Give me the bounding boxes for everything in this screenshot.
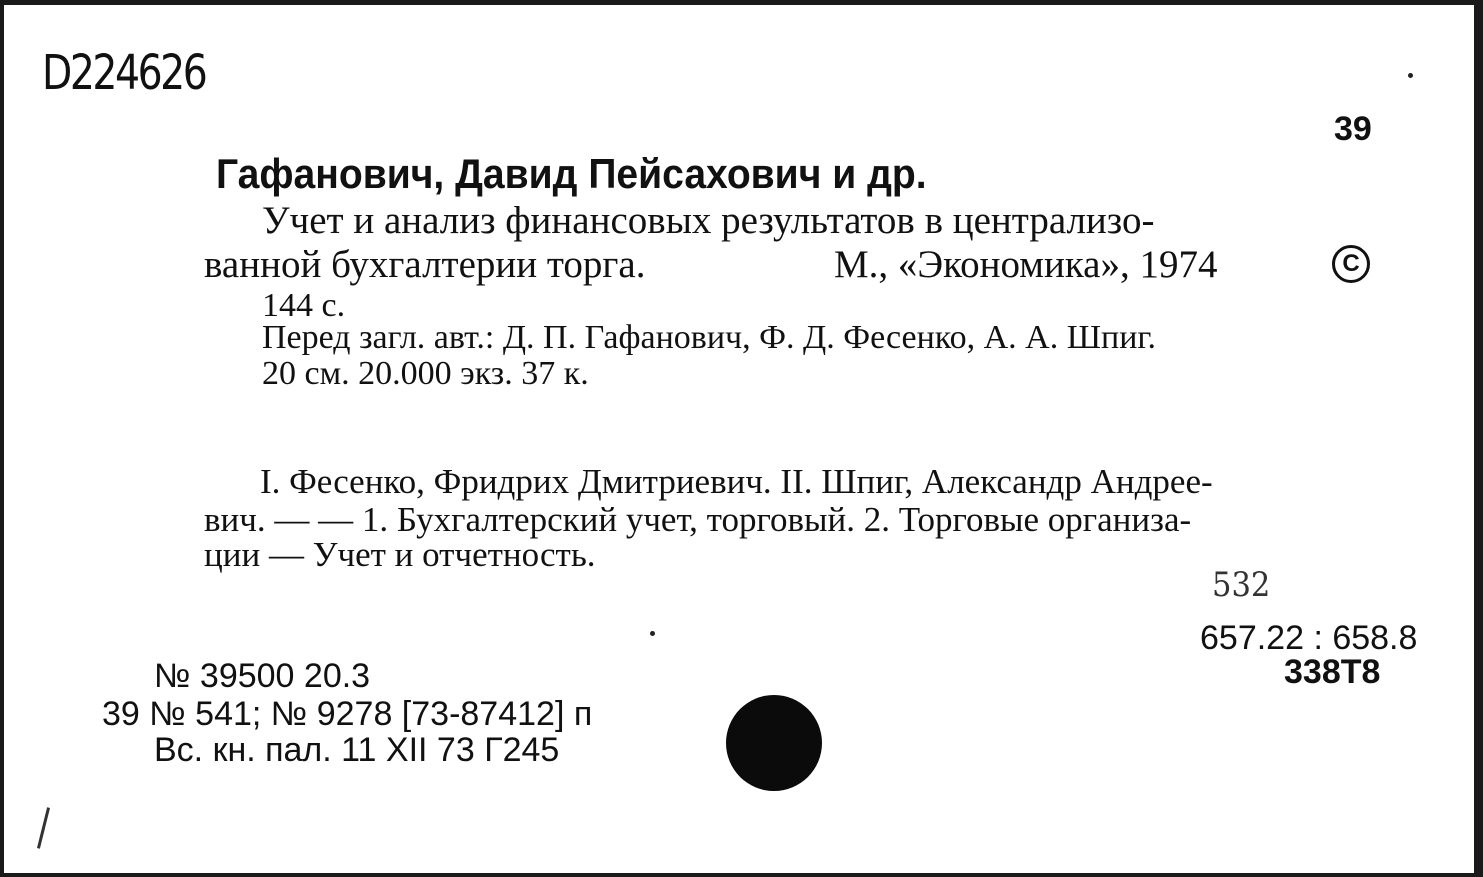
title-line-2a: ванной бухгалтерии торга. (204, 243, 646, 286)
title-line-2b: М., «Экономика», 1974 (834, 243, 1218, 286)
page-number: 39 (1334, 110, 1372, 148)
handwritten-id: D224626 (42, 45, 206, 101)
pencil-mark (37, 807, 50, 848)
classification-index: 657.22 : 658.8 (1200, 619, 1418, 657)
registration-line-3: Вс. кн. пал. 11 XII 73 Г245 (154, 731, 560, 769)
handwritten-class-number: 532 (1212, 565, 1271, 605)
speck-mark (1408, 73, 1413, 78)
title-line-1: Учет и анализ финансовых результатов в централизо- (262, 199, 1155, 242)
pages-count: 144 с. (262, 287, 346, 324)
tracing-line-1: I. Фесенко, Фридрих Дмитриевич. II. Шпиг, Александр Андрее- (260, 462, 1213, 501)
author-heading: Гафанович, Давид Пейсахович и др. (216, 150, 927, 197)
tracing-line-3: ции — Учет и отчетность. (204, 535, 596, 574)
speck-mark (650, 631, 655, 636)
tracing-line-2: вич. — — 1. Бухгалтерский учет, торговый. 2. Торговые организа- (204, 500, 1192, 539)
registration-line-1: № 39500 20.3 (154, 657, 371, 695)
punch-hole (726, 695, 822, 791)
format-line: 20 см. 20.000 экз. 37 к. (262, 355, 589, 392)
copyright-icon: C (1332, 245, 1370, 283)
cutter-number: 338Т8 (1284, 653, 1381, 691)
registration-line-2: 39 № 541; № 9278 [73-87412] п (102, 695, 593, 733)
authors-note: Перед загл. авт.: Д. П. Гафанович, Ф. Д. Фесенко, А. А. Шпиг. (262, 319, 1156, 356)
